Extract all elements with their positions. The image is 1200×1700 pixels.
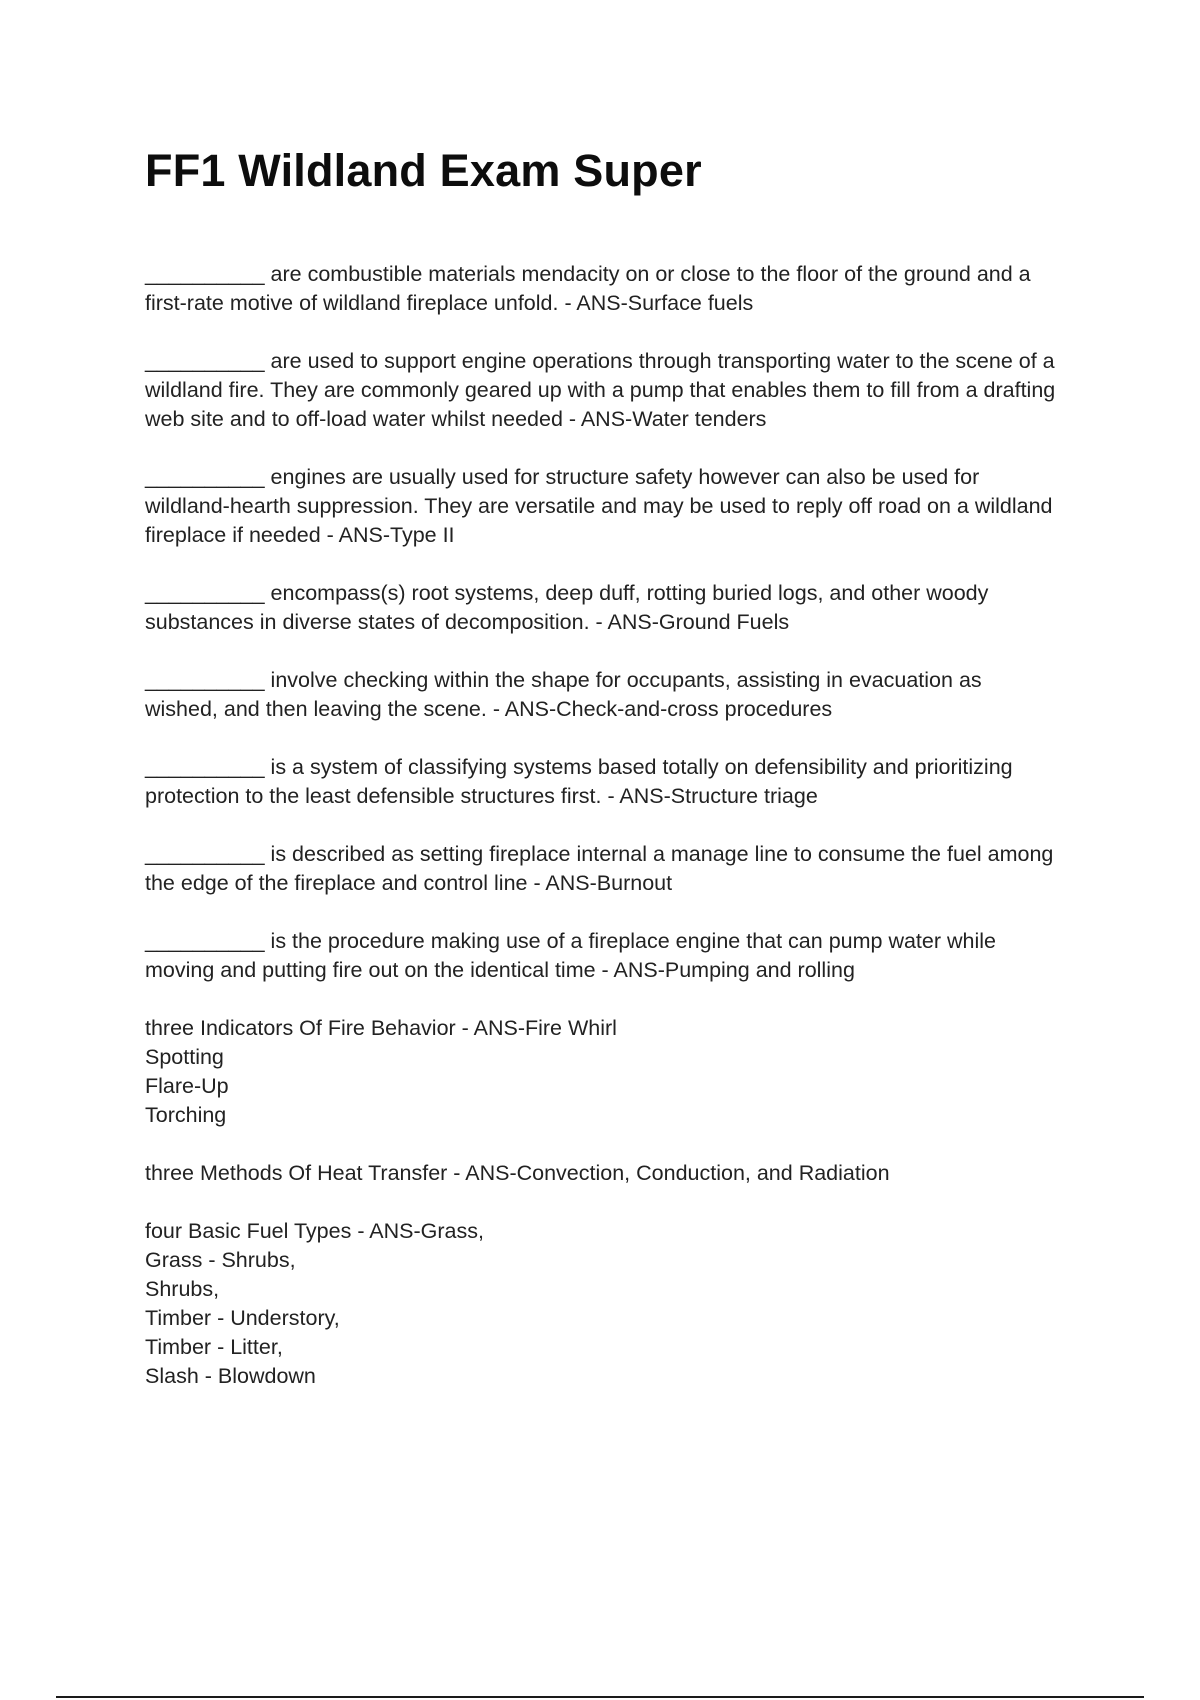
qa-line: __________ is a system of classifying systems based totally on defensibility and prioritizing xyxy=(145,755,1013,779)
qa-line: Timber - Understory, xyxy=(145,1306,340,1330)
qa-line: Shrubs, xyxy=(145,1277,220,1301)
qa-line: three Methods Of Heat Transfer - ANS-Convection, Conduction, and Radiation xyxy=(145,1161,890,1185)
qa-line: Slash - Blowdown xyxy=(145,1364,316,1388)
qa-line: first-rate motive of wildland fireplace unfold. - ANS-Surface fuels xyxy=(145,291,754,315)
qa-line: substances in diverse states of decomposition. - ANS-Ground Fuels xyxy=(145,610,790,634)
qa-entry-surface-fuels xyxy=(145,260,1090,318)
qa-line: web site and to off-load water whilst needed - ANS-Water tenders xyxy=(145,407,767,431)
qa-line: Torching xyxy=(145,1103,227,1127)
qa-line: Grass - Shrubs, xyxy=(145,1248,296,1272)
qa-line: the edge of the fireplace and control line - ANS-Burnout xyxy=(145,871,673,895)
qa-entry-water-tenders xyxy=(145,347,1090,434)
qa-entry-type-ii xyxy=(145,463,1090,550)
qa-entry-ground-fuels xyxy=(145,579,1090,637)
qa-line: wildland fire. They are commonly geared up with a pump that enables them to fill from a drafting xyxy=(145,378,1056,402)
qa-line: moving and putting fire out on the identical time - ANS-Pumping and rolling xyxy=(145,958,855,982)
footer-divider xyxy=(56,1696,1144,1698)
qa-line: wished, and then leaving the scene. - ANS-Check-and-cross procedures xyxy=(145,697,833,721)
qa-line: wildland-hearth suppression. They are versatile and may be used to reply off road on a wildland xyxy=(145,494,1053,518)
qa-entry-burnout xyxy=(145,840,1090,898)
qa-line: fireplace if needed - ANS-Type II xyxy=(145,523,455,547)
qa-entry-fuel-types xyxy=(145,1217,1090,1391)
qa-entry-check-and-cross xyxy=(145,666,1090,724)
qa-line: __________ encompass(s) root systems, deep duff, rotting buried logs, and other woody xyxy=(145,581,989,605)
qa-line: __________ involve checking within the shape for occupants, assisting in evacuation as xyxy=(145,668,982,692)
qa-line: __________ is the procedure making use of a fireplace engine that can pump water while xyxy=(145,929,996,953)
qa-line: Spotting xyxy=(145,1045,224,1069)
qa-entry-fire-behavior-indicators xyxy=(145,1014,1090,1130)
qa-list xyxy=(145,260,1090,1391)
document-content xyxy=(145,142,1090,1420)
qa-line: Flare-Up xyxy=(145,1074,229,1098)
qa-line: Timber - Litter, xyxy=(145,1335,283,1359)
qa-line: __________ are used to support engine operations through transporting water to the scene of a xyxy=(145,349,1055,373)
qa-entry-structure-triage xyxy=(145,753,1090,811)
qa-line: __________ are combustible materials mendacity on or close to the floor of the ground and a xyxy=(145,262,1031,286)
document-title: FF1 Wildland Exam Super xyxy=(145,145,702,196)
qa-entry-heat-transfer xyxy=(145,1159,1090,1188)
qa-line: three Indicators Of Fire Behavior - ANS-Fire Whirl xyxy=(145,1016,617,1040)
qa-line: four Basic Fuel Types - ANS-Grass, xyxy=(145,1219,484,1243)
qa-line: __________ engines are usually used for structure safety however can also be used for xyxy=(145,465,980,489)
qa-entry-pumping-and-rolling xyxy=(145,927,1090,985)
qa-line: protection to the least defensible structures first. - ANS-Structure triage xyxy=(145,784,818,808)
qa-line: __________ is described as setting fireplace internal a manage line to consume the fuel among xyxy=(145,842,1054,866)
